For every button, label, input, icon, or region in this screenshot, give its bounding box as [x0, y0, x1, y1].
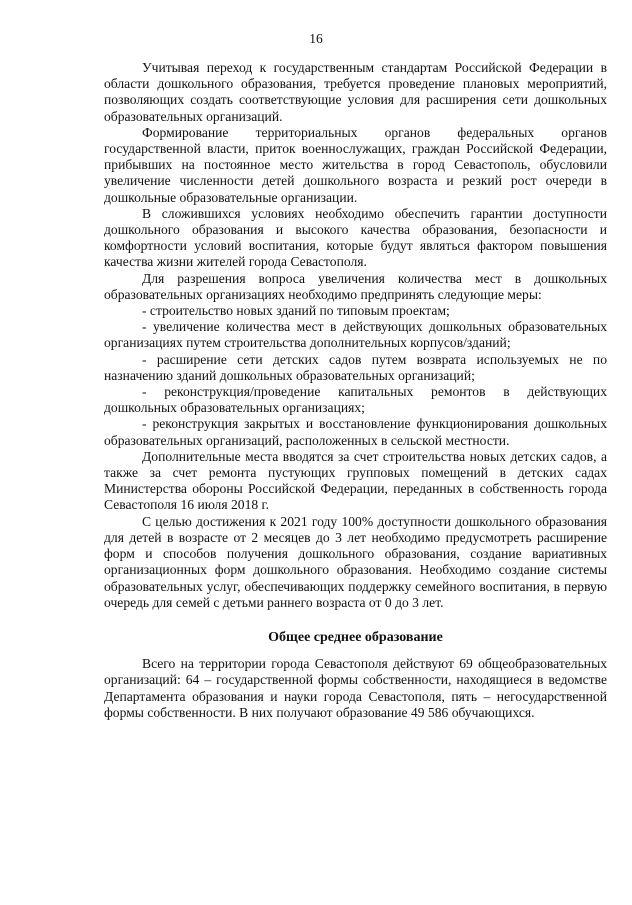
- measure-item-reconstruction: - реконструкция/проведение капитальных ремонтов в действующих дошкольных образовательных организациях;: [104, 384, 607, 416]
- measure-item-expand-network: - расширение сети детских садов путем возврата используемых не по назначению зданий дошкольных образовательных организаций;: [104, 351, 607, 383]
- paragraph-accessibility-goal: С целью достижения к 2021 году 100% доступности дошкольного образования для детей в возрасте от 2 месяцев до 3 лет необходимо предусмотреть расширение форм и способов получения дошкольного образования, создание вариативных организационных форм дошкольного образования. Необходимо создание системы образовательных услуг, обеспечивающих поддержку семейного воспитания, в первую очередь для семей с детьми раннего возраста от 0 до 3 лет.: [104, 513, 607, 610]
- paragraph-guarantees: В сложившихся условиях необходимо обеспечить гарантии доступности дошкольного образования и высокого качества образования, безопасности и комфортности условий воспитания, которые будут являться фактором повышения качества жизни жителей города Севастополя.: [104, 205, 607, 270]
- paragraph-additional-places: Дополнительные места вводятся за счет строительства новых детских садов, а также за счет ремонта пустующих групповых помещений в детских садах Министерства обороны Российской Федерации, переданных в собственность города Севастополя 16 июля 2018 г.: [104, 448, 607, 513]
- measure-item-rural-restoration: - реконструкция закрытых и восстановление функционирования дошкольных образовательных организаций, расположенных в сельской местности.: [104, 416, 607, 448]
- document-body: [104, 60, 607, 721]
- paragraph-population-growth: Формирование территориальных органов федеральных органов государственной власти, приток военнослужащих, граждан Российской Федерации, прибывших на постоянное место жительства в город Севастополь, обусловили увеличение численности детей дошкольного возраста и резкий рост очереди в дошкольные образовательные организации.: [104, 124, 607, 205]
- section-heading-general-education: Общее среднее образование: [268, 629, 443, 645]
- page-number: 16: [309, 31, 323, 46]
- measure-item-new-buildings: - строительство новых зданий по типовым проектам;: [142, 303, 450, 319]
- paragraph-transition-standards: Учитывая переход к государственным стандартам Российской Федерации в области дошкольного образования, требуется проведение плановых мероприятий, позволяющих создать соответствующие условия для расширения сети дошкольных образовательных организаций.: [104, 60, 607, 124]
- measure-item-increase-places: - увеличение количества мест в действующих дошкольных образовательных организациях путем строительства дополнительных корпусов/зданий;: [104, 319, 607, 351]
- paragraph-measures-intro: Для разрешения вопроса увеличения количества мест в дошкольных образовательных организациях необходимо предпринять следующие меры:: [104, 270, 607, 302]
- paragraph-school-statistics: Всего на территории города Севастополя действуют 69 общеобразовательных организаций: 64 – государственной формы собственности, находящиеся в ведомстве Департамента образования и науки города Севастополя, пять – негосударственной формы собственности. В них получают образование 49 586 обучающихся.: [104, 656, 607, 720]
